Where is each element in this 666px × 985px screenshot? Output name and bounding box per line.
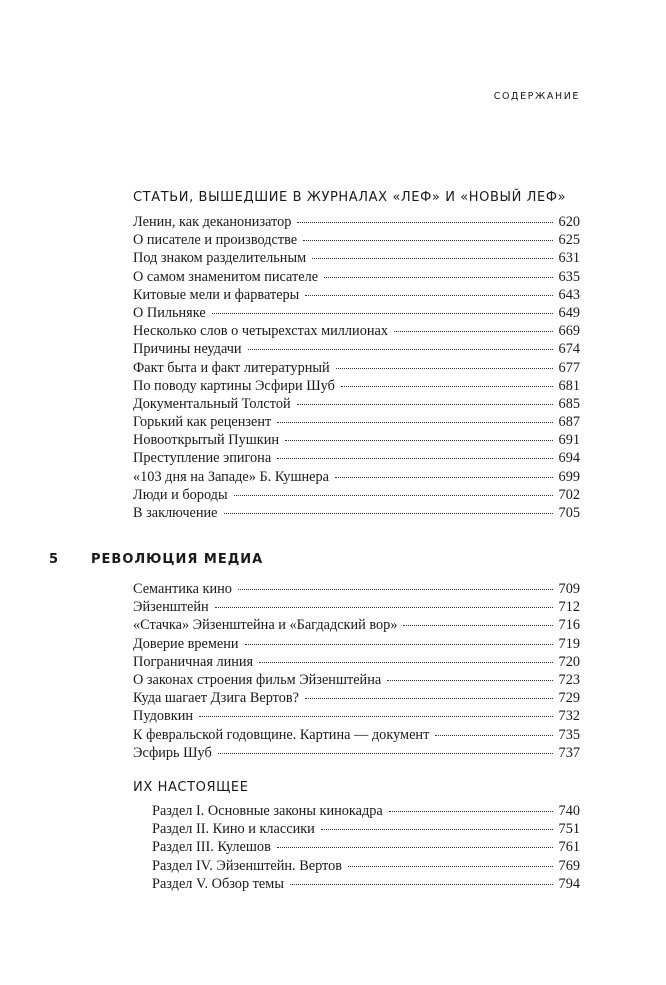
toc-entry-page: 669 [558,323,580,340]
toc-entry-page: 699 [558,468,580,485]
toc-entry-title: По поводу картины Эсфири Шуб [133,377,335,394]
toc-entry-page: 625 [558,232,580,249]
toc-entry-title: Под знаком разделительным [133,250,307,267]
toc-entry-title: Доверие времени [133,635,239,652]
toc-entry-title: Причины неудачи [133,341,242,358]
dot-leader [234,495,553,496]
toc-entry[interactable] [133,617,580,635]
dot-leader [348,866,553,867]
dot-leader [277,422,552,423]
toc-entry-page: 737 [558,744,580,761]
toc-entry[interactable] [133,214,580,232]
toc-entry-title: Китовые мели и фарватеры [133,286,300,303]
toc-entry-page: 691 [558,432,580,449]
toc-entry-page: 740 [558,803,580,819]
toc-entry-title: Факт быта и факт литературный [133,359,330,376]
section-heading-lef: СТАТЬИ, ВЫШЕДШИЕ В ЖУРНАЛАХ «ЛЕФ» И «НОВЫЙ ЛЕФ» [133,190,567,205]
toc-entry-title: Люди и бороды [133,486,228,503]
dot-leader [305,295,552,296]
toc-entry[interactable] [133,396,580,414]
toc-entry-title: Горький как рецензент [133,414,272,431]
toc-entry-title: Документальный Толстой [133,395,291,412]
toc-entry-title: В заключение [133,505,218,521]
toc-entry-title: Раздел V. Обзор темы [152,875,284,892]
dot-leader [259,662,552,663]
toc-entry-page: 716 [558,617,580,634]
dot-leader [297,404,553,405]
toc-entry[interactable] [152,876,580,894]
toc-entry-title: «Стачка» Эйзенштейна и «Багдадский вор» [133,617,398,634]
toc-entry-title: Пудовкин [133,708,193,725]
toc-entry-page: 677 [558,359,580,376]
toc-entry-page: 702 [558,486,580,503]
toc-entry-page: 735 [558,726,580,743]
toc-entry[interactable] [133,250,580,268]
toc-entry[interactable] [133,450,580,468]
dot-leader [199,716,553,717]
toc-entry-title: Ленин, как деканонизатор [133,214,292,230]
toc-entry[interactable] [133,672,580,690]
toc-entry-title: Пограничная линия [133,653,254,670]
dot-leader [305,698,553,699]
toc-entry-title: Новооткрытый Пушкин [133,432,279,449]
dot-leader [277,847,553,848]
chapter-number: 5 [49,552,59,567]
toc-entry[interactable] [133,432,580,450]
dot-leader [218,753,553,754]
toc-entry-title: Раздел I. Основные законы кинокадра [152,803,383,819]
toc-entry-title: Эйзенштейн [133,599,209,616]
dot-leader [336,368,553,369]
toc-entry[interactable] [133,636,580,654]
toc-entry-page: 643 [558,286,580,303]
toc-entry-title: Раздел III. Кулешов [152,839,271,856]
dot-leader [224,513,553,514]
toc-entry-page: 687 [558,414,580,431]
toc-entry[interactable] [133,305,580,323]
toc-entry-title: Семантика кино [133,581,232,597]
toc-entry[interactable] [133,581,580,599]
toc-entry[interactable] [152,858,580,876]
toc-entry[interactable] [133,690,580,708]
dot-leader [321,829,553,830]
dot-leader [403,625,552,626]
toc-entry[interactable] [133,505,580,523]
toc-entry-page: 674 [558,341,580,358]
toc-entry-page: 631 [558,250,580,267]
toc-list-present [152,803,580,894]
toc-entry-page: 705 [558,505,580,521]
toc-entry-title: Несколько слов о четырехстах миллионах [133,323,389,340]
toc-entry-page: 769 [558,857,580,874]
dot-leader [212,313,553,314]
dot-leader [277,458,552,459]
toc-entry-title: О Пильняке [133,304,206,321]
toc-entry-title: О законах строения фильм Эйзенштейна [133,671,382,688]
dot-leader [248,349,553,350]
toc-entry-page: 635 [558,268,580,285]
dot-leader [335,477,553,478]
toc-entry-title: Раздел II. Кино и классики [152,821,315,838]
toc-entry[interactable] [133,341,580,359]
section-heading-present: ИХ НАСТОЯЩЕЕ [133,780,249,795]
toc-entry-page: 694 [558,450,580,467]
toc-entry[interactable] [133,269,580,287]
dot-leader [312,258,552,259]
toc-entry[interactable] [133,287,580,305]
toc-entry-page: 729 [558,690,580,707]
toc-list-lef [133,214,580,523]
dot-leader [324,277,552,278]
toc-entry-page: 751 [558,821,580,838]
dot-leader [387,680,552,681]
toc-entry[interactable] [152,821,580,839]
toc-list-chapter-5 [133,581,580,763]
toc-entry[interactable] [133,323,580,341]
toc-entry[interactable] [133,708,580,726]
dot-leader [215,607,553,608]
dot-leader [290,884,553,885]
chapter-heading: РЕВОЛЮЦИЯ МЕДИА [91,552,264,567]
toc-entry[interactable] [133,414,580,432]
toc-entry[interactable] [133,378,580,396]
dot-leader [238,589,553,590]
toc-entry-title: Преступление эпигона [133,450,272,467]
toc-entry-title: Эсфирь Шуб [133,744,212,761]
toc-entry-page: 649 [558,304,580,321]
running-head: СОДЕРЖАНИЕ [493,91,580,102]
toc-entry-page: 709 [558,581,580,597]
toc-entry[interactable] [152,803,580,821]
toc-entry-page: 685 [558,395,580,412]
toc-entry-title: «103 дня на Западе» Б. Кушнера [133,468,329,485]
toc-entry-page: 761 [558,839,580,856]
dot-leader [435,735,552,736]
toc-entry-page: 681 [558,377,580,394]
dot-leader [297,222,552,223]
toc-entry-page: 732 [558,708,580,725]
toc-entry-page: 712 [558,599,580,616]
toc-entry-title: Раздел IV. Эйзенштейн. Вертов [152,857,342,874]
toc-entry[interactable] [133,599,580,617]
toc-entry-title: К февральской годовщине. Картина — документ [133,726,430,743]
toc-entry-page: 794 [558,875,580,892]
toc-entry-page: 720 [558,653,580,670]
toc-entry[interactable] [133,727,580,745]
toc-entry-title: О писателе и производстве [133,232,298,249]
dot-leader [303,240,552,241]
dot-leader [285,440,553,441]
toc-entry[interactable] [133,232,580,250]
toc-entry-title: Куда шагает Дзига Вертов? [133,690,299,707]
dot-leader [389,811,553,812]
toc-entry[interactable] [152,839,580,857]
toc-entry[interactable] [133,360,580,378]
dot-leader [341,386,553,387]
toc-entry[interactable] [133,469,580,487]
toc-entry-page: 723 [558,671,580,688]
dot-leader [245,644,553,645]
toc-entry-title: О самом знаменитом писателе [133,268,319,285]
toc-entry-page: 620 [558,214,580,230]
toc-entry[interactable] [133,487,580,505]
toc-entry[interactable] [133,654,580,672]
toc-entry-page: 719 [558,635,580,652]
dot-leader [394,331,553,332]
toc-entry[interactable] [133,745,580,763]
